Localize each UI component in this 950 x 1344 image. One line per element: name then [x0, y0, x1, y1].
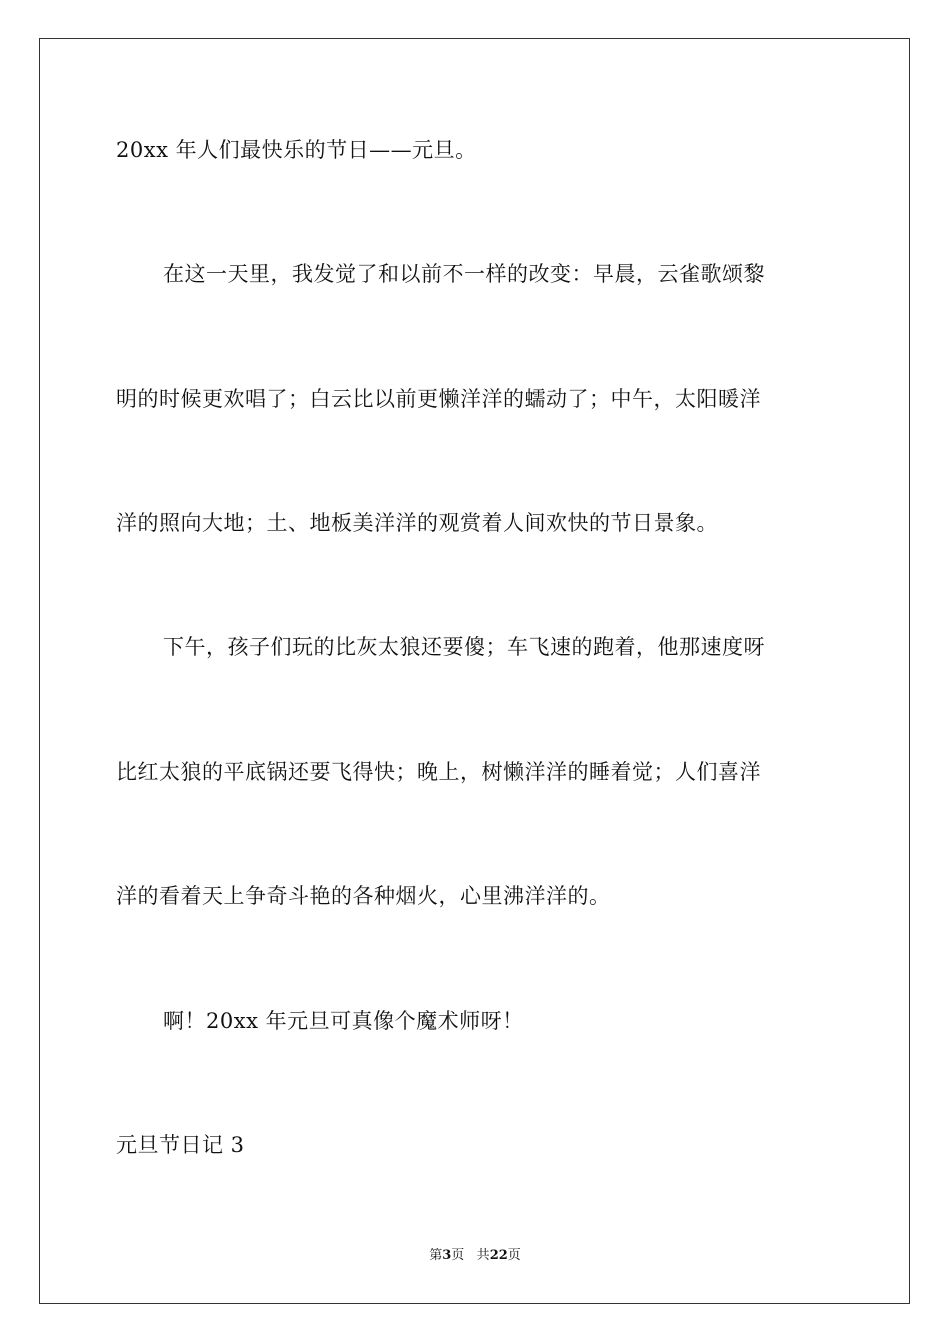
text-line-2: 在这一天里，我发觉了和以前不一样的改变：早晨，云雀歌颂黎 — [163, 262, 765, 286]
footer-page-number: 3 — [442, 1248, 452, 1263]
text-line-1: 20xx 年人们最快乐的节日——元旦。 — [116, 138, 477, 162]
text-line-7: 洋的看着天上争奇斗艳的各种烟火，心里沸洋洋的。 — [116, 884, 611, 908]
footer-page-suffix: 页 — [451, 1248, 465, 1263]
text-line-5: 下午，孩子们玩的比灰太狼还要傻；车飞速的跑着，他那速度呀 — [163, 635, 765, 659]
footer-total-pages: 22 — [489, 1248, 508, 1263]
section-heading: 元旦节日记 3 — [116, 1133, 245, 1157]
page-footer — [0, 1247, 950, 1265]
footer-page-prefix: 第 — [429, 1248, 443, 1263]
text-line-6: 比红太狼的平底锅还要飞得快；晚上，树懒洋洋的睡着觉；人们喜洋 — [116, 760, 761, 784]
text-line-8: 啊！20xx 年元旦可真像个魔术师呀！ — [163, 1009, 524, 1033]
text-line-4: 洋的照向大地；土、地板美洋洋的观赏着人间欢快的节日景象。 — [116, 511, 718, 535]
footer-total-suffix: 页 — [507, 1248, 521, 1263]
page-border — [39, 38, 910, 1304]
footer-total-prefix: 共 — [476, 1248, 490, 1263]
text-line-3: 明的时候更欢唱了；白云比以前更懒洋洋的蠕动了；中午，太阳暖洋 — [116, 387, 761, 411]
